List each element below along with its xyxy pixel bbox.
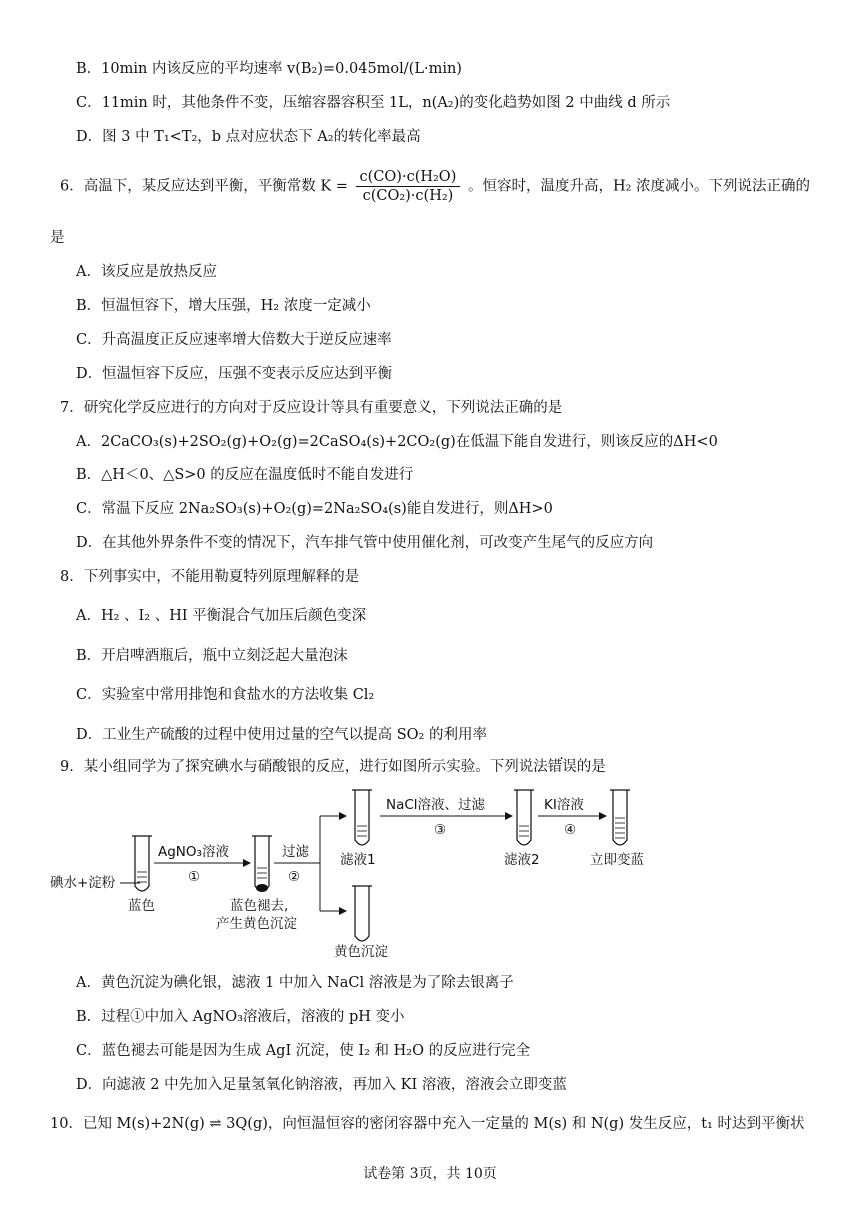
step2-reagent: 过滤 [282, 844, 309, 860]
q7-option-c: C．常温下反应 2Na₂SO₃(s)+O₂(g)=2Na₂SO₄(s)能自发进行，则ΔH>0 [76, 501, 553, 517]
q8-option-d: D．工业生产硫酸的过程中使用过量的空气以提高 SO₂ 的利用率 [76, 727, 487, 743]
tube2-label-line1: 蓝色褪去, [230, 898, 289, 914]
q6-option-c: C．升高温度正反应速率增大倍数大于逆反应速率 [76, 332, 392, 348]
q9-stem [60, 757, 606, 777]
fraction-denominator: c(CO₂)·c(H₂) [362, 188, 454, 204]
tube2-label-line2: 产生黄色沉淀 [216, 916, 297, 932]
q6-option-b: B．恒温恒容下，增大压强，H₂ 浓度一定减小 [76, 298, 371, 314]
q5-option-c: C．11min 时，其他条件不变，压缩容器容积至 1L，n(A₂)的变化趋势如图 2 中曲线 d 所示 [76, 95, 671, 111]
q9-option-a: A．黄色沉淀为碘化银，滤液 1 中加入 NaCl 溶液是为了除去银离子 [76, 975, 514, 991]
experiment-flow-diagram [50, 786, 690, 962]
test-tube-1 [132, 836, 152, 891]
step4-number: ④ [564, 822, 577, 838]
q9-option-b: B．过程①中加入 AgNO₃溶液后，溶液的 pH 变小 [76, 1009, 405, 1025]
q6-option-a: A．该反应是放热反应 [76, 264, 217, 280]
test-tube-filtrate-1 [352, 790, 372, 845]
start-label: 碘水+淀粉 [50, 875, 116, 891]
q7-stem: 7．研究化学反应进行的方向对于反应设计等具有重要意义，下列说法正确的是 [60, 400, 563, 416]
q9-stem-emphasis: 错误 [547, 759, 577, 775]
step1-reagent: AgNO₃溶液 [158, 844, 229, 860]
fraction-numerator: c(CO)·c(H₂O) [356, 168, 461, 187]
step3-reagent: NaCl溶液、过滤 [386, 797, 486, 813]
test-tube-filtrate-2 [514, 790, 534, 845]
test-tube-final [610, 790, 630, 845]
q8-option-b: B．开启啤酒瓶后，瓶中立刻泛起大量泡沫 [76, 648, 348, 664]
q6-stem-post: 。恒容时，温度升高，H₂ 浓度减小。下列说法正确的 [467, 178, 811, 195]
test-tube-2 [252, 836, 272, 892]
test-tube-precipitate [352, 886, 372, 941]
precipitate-label: 黄色沉淀 [334, 944, 388, 960]
filtrate1-label: 滤液1 [340, 852, 376, 868]
q6-stem-continuation: 是 [50, 230, 65, 246]
q6-stem [60, 168, 810, 205]
q9-stem-pre: 9．某小组同学为了探究碘水与硝酸银的反应，进行如图所示实验。下列说法 [60, 759, 548, 775]
q8-option-a: A．H₂ 、I₂ 、HI 平衡混合气加压后颜色变深 [76, 608, 367, 624]
q9-option-c: C．蓝色褪去可能是因为生成 AgI 沉淀，使 I₂ 和 H₂O 的反应进行完全 [76, 1043, 531, 1059]
step1-number: ① [188, 869, 201, 885]
q9-stem-post: 的是 [576, 759, 606, 775]
q10-stem: 10．已知 M(s)+2N(g) ⇌ 3Q(g)，向恒温恒容的密闭容器中充入一定量的 M(s) 和 N(g) 发生反应，t₁ 时达到平衡状 [50, 1116, 805, 1132]
q8-stem: 8．下列事实中，不能用勒夏特列原理解释的是 [60, 569, 360, 585]
q6-stem-pre: 6．高温下，某反应达到平衡，平衡常数 K = [60, 178, 348, 195]
q5-option-d: D．图 3 中 T₁<T₂，b 点对应状态下 A₂的转化率最高 [76, 129, 421, 145]
q6-option-d: D．恒温恒容下反应，压强不变表示反应达到平衡 [76, 366, 393, 382]
q7-option-a: A．2CaCO₃(s)+2SO₂(g)+O₂(g)=2CaSO₄(s)+2CO₂(g)在低温下能自发进行，则该反应的ΔH<0 [76, 434, 718, 450]
q7-option-d: D．在其他外界条件不变的情况下，汽车排气管中使用催化剂，可改变产生尾气的反应方向 [76, 535, 654, 551]
final-label: 立即变蓝 [590, 852, 644, 868]
q7-option-b: B．△H＜0、△S>0 的反应在温度低时不能自发进行 [76, 467, 414, 483]
q8-option-c: C．实验室中常用排饱和食盐水的方法收集 Cl₂ [76, 687, 375, 703]
tube1-label: 蓝色 [128, 898, 155, 914]
page-footer: 试卷第 3页，共 10页 [363, 1166, 497, 1182]
q5-option-b: B．10min 内该反应的平均速率 v(B₂)=0.045mol/(L·min) [76, 61, 462, 77]
q9-option-d: D．向滤液 2 中先加入足量氢氧化钠溶液，再加入 KI 溶液，溶液会立即变蓝 [76, 1077, 567, 1093]
step4-reagent: KI溶液 [544, 797, 584, 813]
filtrate2-label: 滤液2 [504, 852, 540, 868]
step2-number: ② [288, 869, 301, 885]
step3-number: ③ [434, 822, 447, 838]
equilibrium-constant-fraction [356, 168, 461, 205]
